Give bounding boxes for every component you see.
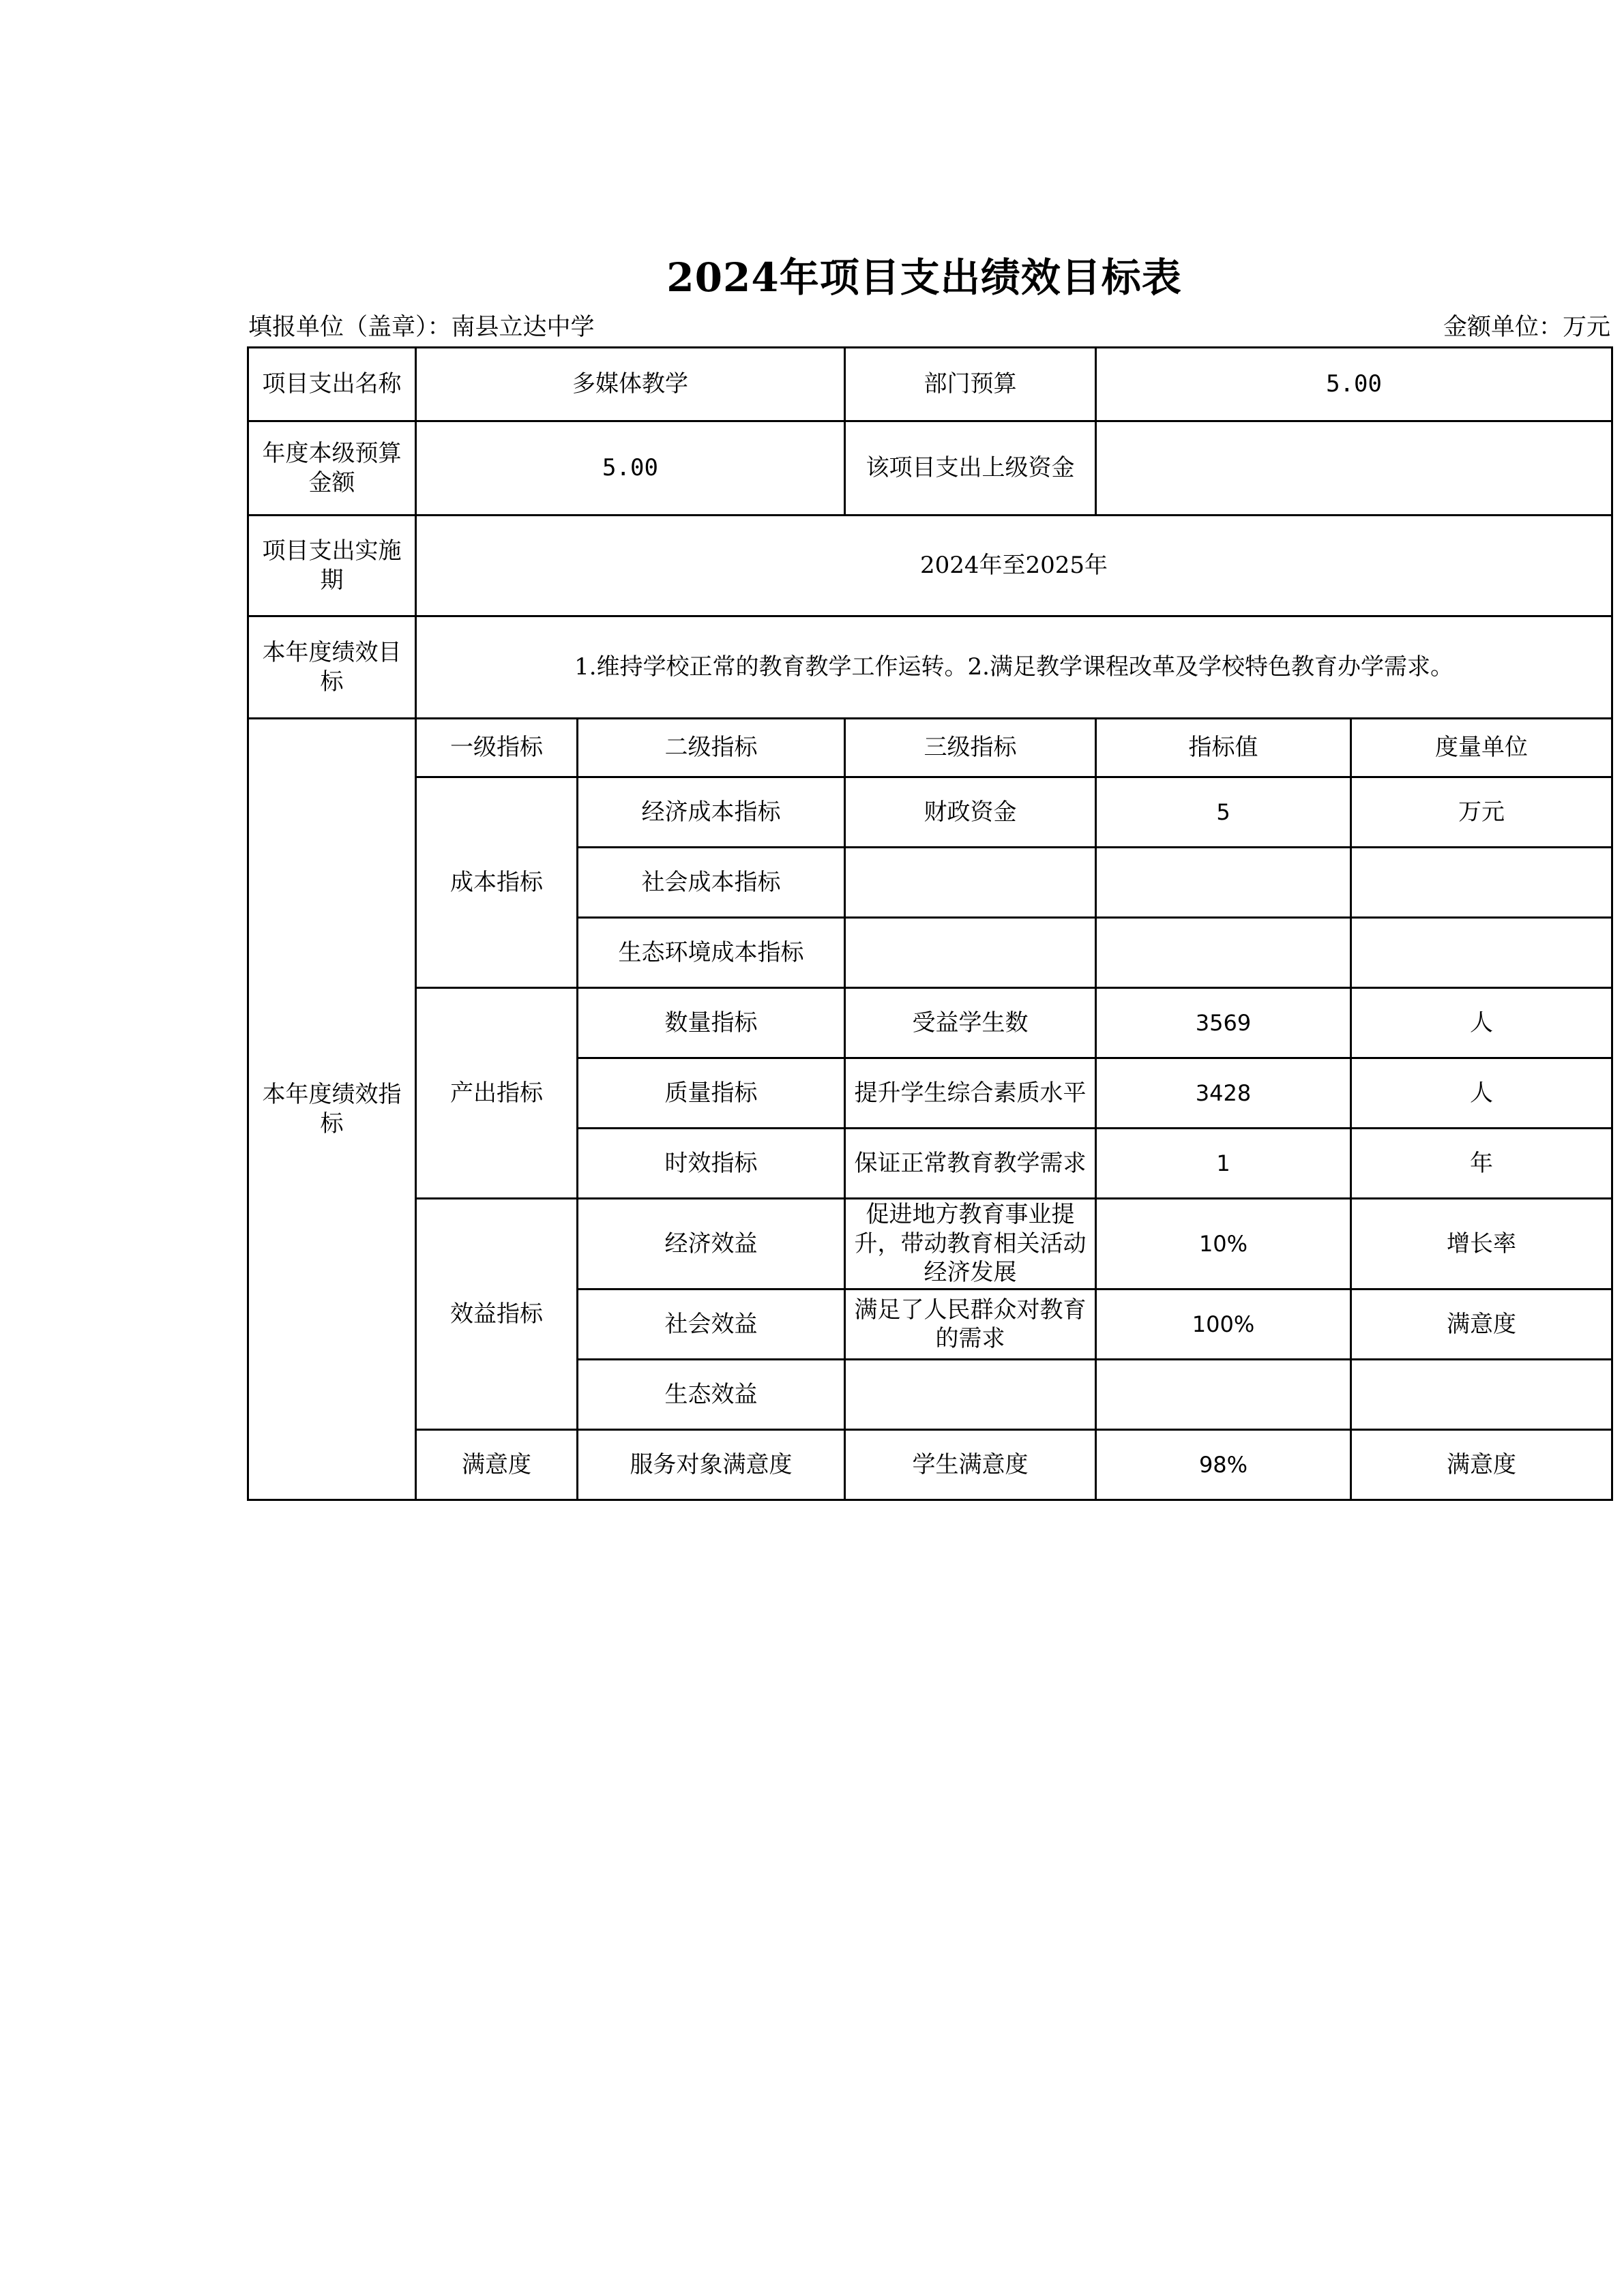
unit-cell: 人 <box>1351 988 1612 1058</box>
value-cell <box>1096 1360 1351 1430</box>
dept-budget-value: 5.00 <box>1096 348 1612 421</box>
unit-cell <box>1351 918 1612 988</box>
level2-cell: 社会成本指标 <box>578 848 845 918</box>
table-row <box>248 988 1612 1058</box>
level3-cell: 满足了人民群众对教育的需求 <box>845 1289 1096 1360</box>
value-cell: 1 <box>1096 1129 1351 1199</box>
level2-cell: 生态效益 <box>578 1360 845 1430</box>
period-label: 项目支出实施期 <box>248 516 416 616</box>
unit-cell: 年 <box>1351 1129 1612 1199</box>
level3-cell: 受益学生数 <box>845 988 1096 1058</box>
level3-cell: 保证正常教育教学需求 <box>845 1129 1096 1199</box>
indicators-label: 本年度绩效指标 <box>248 719 416 1500</box>
level3-cell: 促进地方教育事业提升，带动教育相关活动经济发展 <box>845 1199 1096 1289</box>
unit-cell <box>1351 848 1612 918</box>
goal-label: 本年度绩效目标 <box>248 616 416 719</box>
level2-cell: 生态环境成本指标 <box>578 918 845 988</box>
value-cell: 98% <box>1096 1430 1351 1500</box>
value-cell <box>1096 918 1351 988</box>
value-cell: 3428 <box>1096 1058 1351 1129</box>
upper-funds-value <box>1096 421 1612 516</box>
page-title: 2024年项目支出绩效目标表 <box>666 254 1182 301</box>
column-header: 二级指标 <box>578 719 845 777</box>
table-row <box>248 777 1612 848</box>
value-cell: 100% <box>1096 1289 1351 1360</box>
unit-cell: 万元 <box>1351 777 1612 848</box>
annual-budget-label: 年度本级预算金额 <box>248 421 416 516</box>
period-row <box>248 516 1612 616</box>
level2-cell: 数量指标 <box>578 988 845 1058</box>
annual-budget-row <box>248 421 1612 516</box>
unit-cell: 增长率 <box>1351 1199 1612 1289</box>
level3-cell <box>845 848 1096 918</box>
column-header: 一级指标 <box>416 719 578 777</box>
value-cell <box>1096 848 1351 918</box>
level3-cell: 财政资金 <box>845 777 1096 848</box>
dept-budget-label: 部门预算 <box>845 348 1096 421</box>
level2-cell: 服务对象满意度 <box>578 1430 845 1500</box>
level2-cell: 质量指标 <box>578 1058 845 1129</box>
column-header: 指标值 <box>1096 719 1351 777</box>
goal-value: 1.维持学校正常的教育教学工作运转。2.满足教学课程改革及学校特色教育办学需求。 <box>416 616 1612 719</box>
annual-budget-value: 5.00 <box>416 421 845 516</box>
unit-cell: 人 <box>1351 1058 1612 1129</box>
goal-row <box>248 616 1612 719</box>
table-row <box>248 1199 1612 1289</box>
unit-cell: 满意度 <box>1351 1289 1612 1360</box>
column-header: 三级指标 <box>845 719 1096 777</box>
table-row <box>248 1430 1612 1500</box>
level3-cell: 提升学生综合素质水平 <box>845 1058 1096 1129</box>
level2-cell: 经济成本指标 <box>578 777 845 848</box>
level2-cell: 时效指标 <box>578 1129 845 1199</box>
fill-unit-label: 填报单位（盖章）：南县立达中学 <box>248 314 595 341</box>
level2-cell: 经济效益 <box>578 1199 845 1289</box>
level3-cell: 学生满意度 <box>845 1430 1096 1500</box>
performance-table <box>247 346 1613 1501</box>
upper-funds-label: 该项目支出上级资金 <box>845 421 1096 516</box>
column-header: 度量单位 <box>1351 719 1612 777</box>
project-name-value: 多媒体教学 <box>416 348 845 421</box>
level3-cell <box>845 1360 1096 1430</box>
value-cell: 3569 <box>1096 988 1351 1058</box>
value-cell: 5 <box>1096 777 1351 848</box>
group-name: 产出指标 <box>416 988 578 1199</box>
level3-cell <box>845 918 1096 988</box>
level2-cell: 社会效益 <box>578 1289 845 1360</box>
group-name: 效益指标 <box>416 1199 578 1430</box>
indicator-header-row <box>248 719 1612 777</box>
project-name-label: 项目支出名称 <box>248 348 416 421</box>
group-name: 满意度 <box>416 1430 578 1500</box>
project-name-row <box>248 348 1612 421</box>
unit-cell: 满意度 <box>1351 1430 1612 1500</box>
value-cell: 10% <box>1096 1199 1351 1289</box>
amount-unit-label: 金额单位：万元 <box>1443 314 1610 341</box>
group-name: 成本指标 <box>416 777 578 988</box>
unit-cell <box>1351 1360 1612 1430</box>
period-value: 2024年至2025年 <box>416 516 1612 616</box>
